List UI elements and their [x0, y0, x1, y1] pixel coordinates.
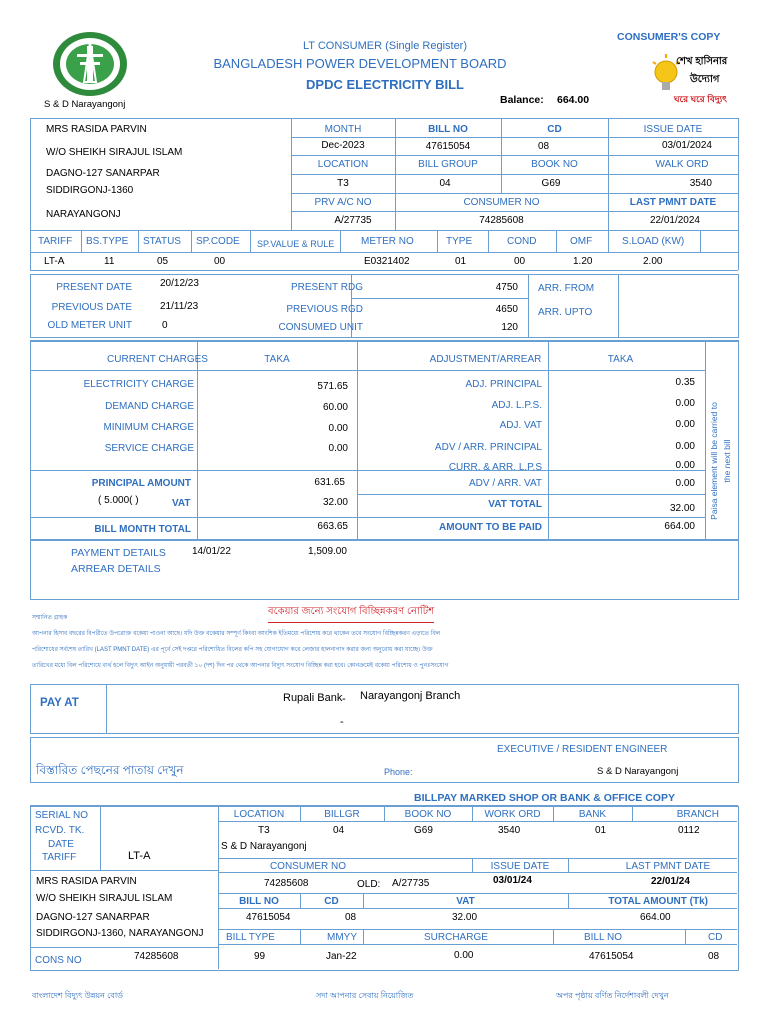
header-line1: LT CONSUMER (Single Register) [302, 40, 468, 52]
label-prv-ac: PRV A/C NO [314, 197, 372, 208]
cf-v-location: T3 [258, 825, 270, 836]
cf-v-billno: 47615054 [589, 951, 634, 962]
cf-name: MRS RASIDA PARVIN [36, 876, 137, 887]
value-adj-principal: 0.35 [675, 377, 695, 388]
meter-v-tariff: LT-A [44, 256, 65, 267]
cf-cons: 74285608 [134, 951, 179, 962]
value-old-meter: 0 [162, 320, 168, 331]
label-old-meter: OLD METER UNIT [47, 320, 132, 331]
counterfoil-title: BILLPAY MARKED SHOP OR BANK & OFFICE COPY [414, 792, 675, 804]
cf-h-surcharge: SURCHARGE [424, 932, 488, 943]
value-book-no: G69 [541, 178, 561, 189]
office-name: S & D Narayangonj [44, 99, 126, 110]
cf-h-branch: BRANCH [676, 809, 719, 820]
paisa-note: Paisa element will be carried to the next bill [709, 402, 732, 520]
meter-h-type: TYPE [446, 236, 473, 247]
label-walk-ord: WALK ORD [655, 159, 709, 170]
label-bill-no: BILL NO [428, 124, 468, 135]
value-to-pay: 664.00 [664, 521, 695, 532]
value-bill-no: 47615054 [425, 141, 471, 152]
meter-h-cond: COND [507, 236, 537, 247]
value-curr-lps: 0.00 [675, 460, 695, 471]
meter-h-meterno: METER NO [361, 236, 414, 247]
cf-h-location: LOCATION [233, 809, 285, 820]
pay-dash: - [342, 693, 346, 705]
label-vat-total: VAT TOTAL [488, 499, 542, 510]
label-adv-principal: ADV / ARR. PRINCIPAL [434, 442, 542, 453]
cf-relation: W/O SHEIKH SIRAJUL ISLAM [36, 893, 173, 904]
header-line3: DPDC ELECTRICITY BILL [306, 77, 464, 92]
value-demand: 60.00 [322, 402, 348, 413]
label-previous-rgd: PREVIOUS RGD [286, 304, 363, 315]
pay-dash-2: - [340, 716, 344, 728]
value-adv-vat: 0.00 [675, 478, 695, 489]
value-consumer-no: 74285608 [479, 215, 524, 226]
meter-h-spvalue: SP.VALUE & RULE [257, 239, 335, 249]
meter-v-omf: 1.20 [573, 256, 593, 267]
meter-v-status: 05 [157, 256, 169, 267]
meter-v-bstype: 11 [104, 256, 115, 267]
cf-old: A/27735 [392, 878, 430, 889]
cf-v-surcharge: 0.00 [454, 950, 474, 961]
meter-h-sload: S.LOAD (KW) [622, 236, 685, 247]
cf-label-rcvd: RCVD. TK. [35, 825, 85, 836]
meter-v-meterno: E0321402 [364, 256, 410, 267]
label-electricity: ELECTRICITY CHARGE [83, 379, 194, 390]
meter-h-spcode: SP.CODE [196, 236, 240, 247]
label-curr-lps: CURR. & ARR. L.P.S [448, 462, 542, 473]
campaign-logo [650, 50, 736, 112]
meter-h-status: STATUS [143, 236, 181, 247]
pay-bank: Rupali Bank [283, 692, 343, 704]
notice-line1: আপনার হিসাব বছরের বিপরীতে উপরোক্ত বকেয়া পাওনা আছে। যদি উক্ত বকেয়ার সম্পূর্ণ কিংবা আংশিক ইতিমধ্যে পরিশোধ করে থাকেন তবে সংযোগ বিচ্ছিন্নকরণ এড়াতে বিল [32, 631, 441, 637]
label-taka-2: TAKA [607, 354, 634, 365]
cf-label-lastpay: LAST PMNT DATE [625, 861, 711, 872]
consumer-addr2: SIDDIRGONJ-1360 [46, 185, 134, 196]
value-month: Dec-2023 [321, 140, 365, 151]
cf-h-billno: BILL NO [584, 932, 622, 943]
value-bill-total: 663.65 [317, 521, 348, 532]
cf-label-cd: CD [324, 896, 339, 907]
label-cd: CD [547, 124, 562, 135]
bpdb-logo [50, 30, 130, 98]
label-adjustment: ADJUSTMENT/ARREAR [429, 354, 542, 365]
value-cd: 08 [537, 141, 550, 152]
label-service: SERVICE CHARGE [104, 443, 194, 454]
value-walk-ord: 3540 [689, 178, 712, 189]
campaign-text-2: উদ্যোগ [690, 74, 720, 85]
label-bill-group: BILL GROUP [418, 159, 478, 170]
label-previous-date: PREVIOUS DATE [51, 302, 132, 313]
consumer-addr3: NARAYANGONJ [46, 209, 121, 220]
consumer-addr1: DAGNO-127 SANARPAR [46, 168, 160, 179]
meter-v-spcode: 00 [214, 256, 226, 267]
label-taka-1: TAKA [264, 354, 290, 365]
cf-h-bank: BANK [578, 809, 607, 820]
value-location: T3 [337, 178, 349, 189]
label-location: LOCATION [317, 159, 369, 170]
cf-v-billtype: 99 [254, 951, 266, 962]
cf-label-consumer: CONSUMER NO [269, 861, 347, 872]
value-principal: 631.65 [314, 477, 345, 488]
label-present-date: PRESENT DATE [56, 282, 132, 293]
label-consumer-no: CONSUMER NO [463, 197, 540, 208]
label-issue-date: ISSUE DATE [643, 124, 703, 135]
label-adj-principal: ADJ. PRINCIPAL [465, 379, 542, 390]
cf-vat: 32.00 [452, 912, 478, 923]
value-minimum: 0.00 [328, 423, 348, 434]
notice-salutation: সম্মানিত গ্রাহক [32, 615, 68, 621]
cf-addr2: SIDDIRGONJ-1360, NARAYANGONJ [36, 928, 204, 939]
meter-v-cond: 00 [514, 256, 526, 267]
pay-branch: Narayangonj Branch [360, 690, 461, 702]
cf-label-billno: BILL NO [239, 896, 279, 907]
cf-label-cons: CONS NO [35, 955, 82, 966]
value-service: 0.00 [328, 443, 348, 454]
cf-label-issue: ISSUE DATE [490, 861, 550, 872]
cf-v-cd: 08 [708, 951, 720, 962]
value-last-pmnt: 22/01/2024 [649, 215, 700, 226]
copy-label: CONSUMER'S COPY [617, 31, 721, 43]
cf-label-tariff: TARIFF [42, 852, 77, 863]
value-bill-group: 04 [439, 178, 451, 189]
notice-title: বকেয়ার জন্যে সংযোগ বিচ্ছিন্নকরণ নোটিশ [268, 604, 434, 623]
label-present-rdg: PRESENT RDG [290, 282, 363, 293]
value-present-date: 20/12/23 [160, 278, 199, 289]
engineer-title: EXECUTIVE / RESIDENT ENGINEER [497, 744, 668, 755]
meter-h-bstype: BS.TYPE [86, 236, 129, 247]
balance-label: Balance: [500, 94, 544, 106]
label-demand: DEMAND CHARGE [105, 401, 194, 412]
cf-old-label: OLD: [357, 879, 381, 890]
label-adj-vat: ADJ. VAT [499, 420, 542, 431]
value-prv-ac: A/27735 [334, 215, 372, 226]
cf-issue: 03/01/24 [493, 875, 532, 886]
value-adj-vat: 0.00 [675, 419, 695, 430]
cf-cd: 08 [345, 912, 357, 923]
label-book-no: BOOK NO [531, 159, 578, 170]
cf-label-date: DATE [48, 839, 74, 850]
label-adv-vat: ADV / ARR. VAT [469, 478, 542, 489]
label-consumed: CONSUMED UNIT [278, 322, 363, 333]
label-arr-upto: ARR. UPTO [538, 307, 593, 318]
payment-date: 14/01/22 [192, 546, 231, 557]
campaign-text-3: ঘরে ঘরে বিদ্যুৎ [674, 94, 727, 104]
cf-tariff: LT-A [128, 850, 151, 862]
label-payment-details: PAYMENT DETAILS [71, 547, 166, 559]
value-consumed: 120 [501, 322, 518, 333]
cf-office: S & D Narayangonj [221, 841, 307, 852]
phone-label: Phone: [384, 767, 413, 777]
label-arr-from: ARR. FROM [538, 283, 595, 294]
cf-consumer: 74285608 [264, 878, 309, 889]
label-vat: VAT [172, 498, 191, 509]
cf-label-total: TOTAL AMOUNT (Tk) [608, 896, 708, 907]
label-bill-total: BILL MONTH TOTAL [94, 524, 191, 535]
cf-h-cd: CD [708, 932, 723, 943]
label-arrear-details: ARREAR DETAILS [71, 563, 161, 575]
footer-mid: সদা আপনার সেবায় নিয়োজিত [316, 991, 414, 1000]
cf-h-workord: WORK ORD [484, 809, 541, 820]
value-issue-date: 03/01/2024 [661, 140, 712, 151]
cf-v-bank: 01 [595, 825, 607, 836]
value-vat-total: 32.00 [669, 503, 695, 514]
label-to-pay: AMOUNT TO BE PAID [439, 522, 542, 533]
label-month: MONTH [324, 124, 362, 135]
label-last-pmnt: LAST PMNT DATE [629, 197, 717, 208]
value-adj-lps: 0.00 [675, 398, 695, 409]
value-adv-principal: 0.00 [675, 441, 695, 452]
notice-line3: তারিখের মধ্যে বিল পরিশোধে ব্যর্থ হলে বিদ্যুৎ আইন অনুযায়ী পরবর্তী ১০ (দশ) দিন পর থেকে আপনার বিদ্যুৎ সংযোগ বিচ্ছিন্ন করা হবে। কোনক্রমেই বকেয়া পরিশোধ ও পুনঃসংযোগ [32, 663, 449, 669]
consumer-name: MRS RASIDA PARVIN [46, 124, 147, 135]
details-link[interactable]: বিস্তারিত পেছনের পাতায় দেখুন [36, 763, 184, 777]
cf-v-branch: 0112 [678, 825, 700, 836]
cf-addr1: DAGNO-127 SANARPAR [36, 912, 150, 923]
cf-v-billgr: 04 [333, 825, 345, 836]
value-vat: 32.00 [322, 497, 348, 508]
engineer-office: S & D Narayangonj [597, 766, 679, 777]
vat-rate: ( 5.000( ) [98, 495, 139, 506]
value-present-rdg: 4750 [495, 282, 518, 293]
footer-right: অপর পৃষ্ঠায় বর্ণিত নির্দেশাবলী দেখুন [556, 991, 669, 1000]
label-adj-lps: ADJ. L.P.S. [491, 400, 542, 411]
cf-h-bookno: BOOK NO [404, 809, 452, 820]
value-electricity: 571.65 [317, 381, 348, 392]
meter-v-type: 01 [455, 256, 467, 267]
cf-h-mmyy: MMYY [327, 932, 357, 943]
label-minimum: MINIMUM CHARGE [103, 422, 194, 433]
label-principal: PRINCIPAL AMOUNT [91, 478, 191, 489]
value-previous-date: 21/11/23 [160, 301, 199, 312]
campaign-text-1: শেখ হাসিনার [676, 56, 728, 67]
payment-amount: 1,509.00 [308, 546, 347, 557]
footer-left: বাংলাদেশ বিদ্যুৎ উন্নয়ন বোর্ড [32, 991, 124, 1000]
cf-v-mmyy: Jan-22 [326, 951, 357, 962]
value-previous-rgd: 4650 [495, 304, 518, 315]
balance-value: 664.00 [557, 94, 590, 106]
cf-h-billtype: BILL TYPE [226, 932, 275, 943]
meter-h-omf: OMF [570, 236, 593, 247]
cf-v-workord: 3540 [498, 825, 521, 836]
cf-v-bookno: G69 [414, 825, 433, 836]
notice-line2: পরিশোধের সর্বশেষ তারিখ (LAST PMNT DATE) এর পূর্বে সেই দপ্তরে পরিশোধিত বিলের কপি সহ যোগাযোগ করে লেজার হালনাগাদ করার জন্য অনুরোধ করা যাচ্ছে। উক্ত [32, 647, 433, 653]
cf-billno: 47615054 [246, 912, 291, 923]
cf-h-billgr: BILLGR [324, 809, 360, 820]
cf-label-vat: VAT [456, 896, 475, 907]
cf-label-serial: SERIAL NO [35, 810, 88, 821]
meter-v-sload: 2.00 [643, 256, 663, 267]
cf-lastpay: 22/01/24 [651, 876, 690, 887]
header-line2: BANGLADESH POWER DEVELOPMENT BOARD [213, 56, 507, 71]
cf-total: 664.00 [640, 912, 671, 923]
label-current-charges: CURRENT CHARGES [107, 354, 208, 365]
label-pay-at: PAY AT [40, 697, 79, 709]
meter-h-tariff: TARIFF [38, 236, 73, 247]
consumer-relation: W/O SHEIKH SIRAJUL ISLAM [46, 147, 183, 158]
